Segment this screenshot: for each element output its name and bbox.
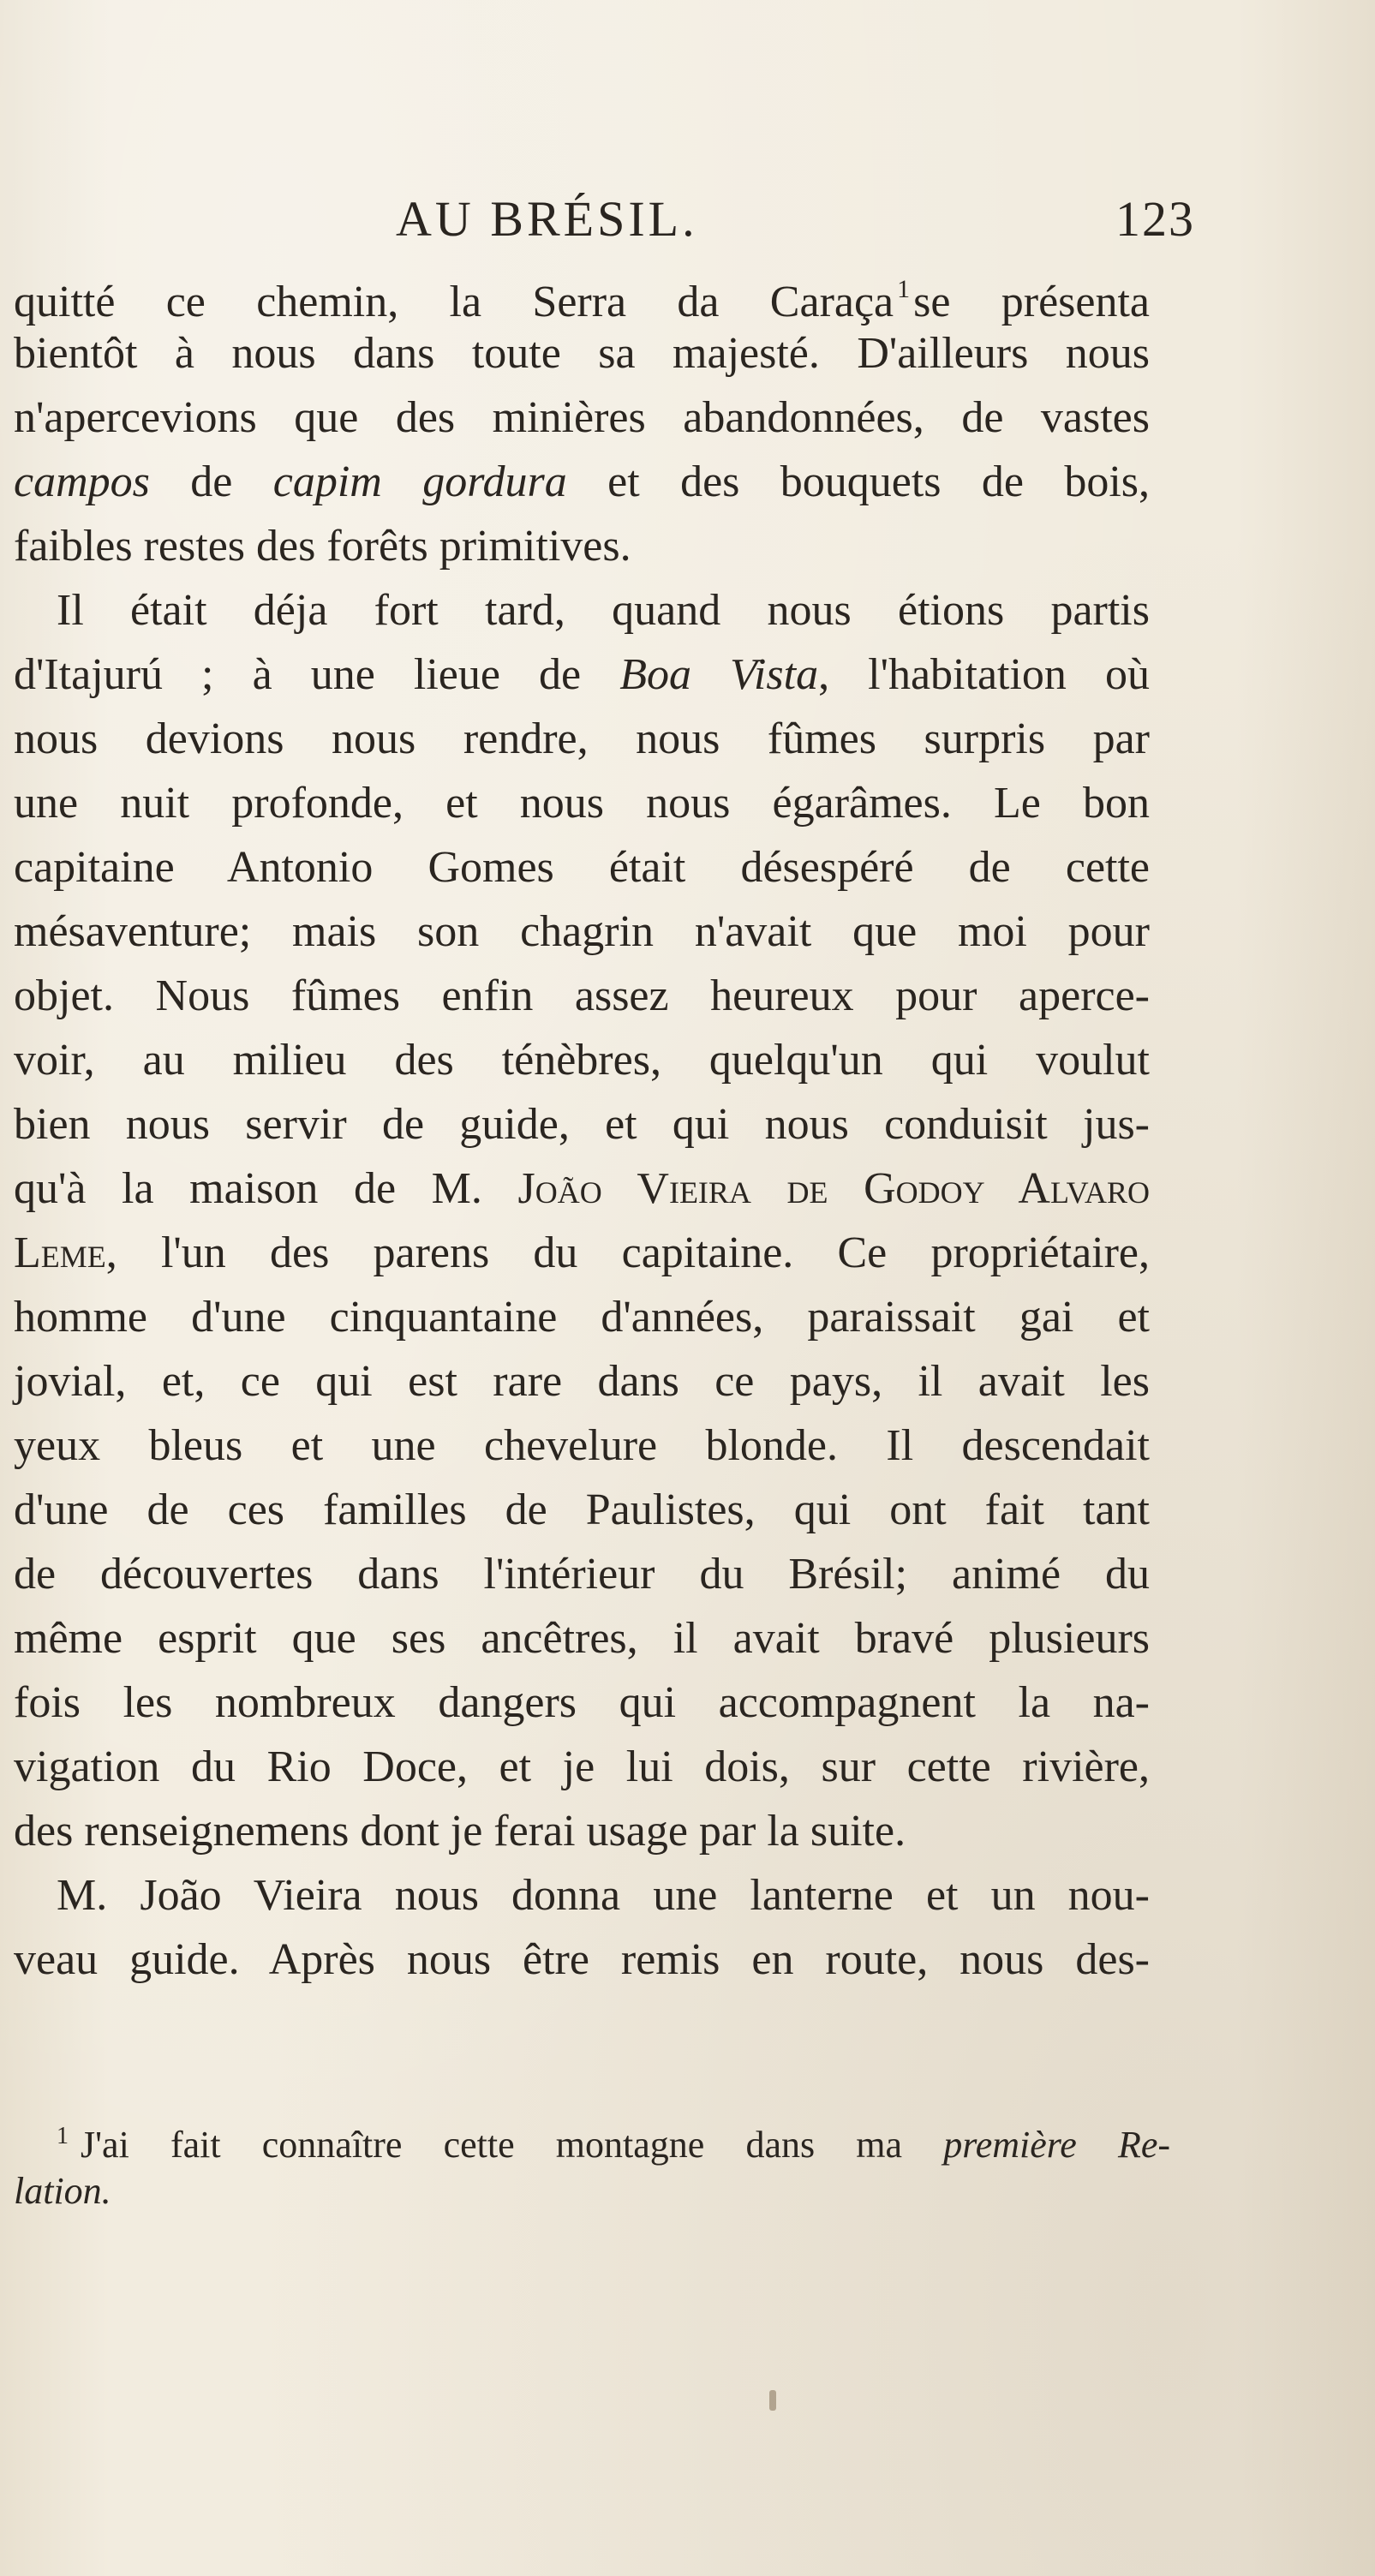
text-line-21: de découvertes dans l'intérieur du Brésil; animé du xyxy=(14,1550,1150,1599)
italic-place-name: Boa Vista xyxy=(619,650,819,699)
text-line-27: veau guide. Après nous être remis en route, nous des- xyxy=(14,1935,1150,1984)
text-line-15: qu'à la maison de M. João Vieira de Godoy Alvaro xyxy=(14,1164,1150,1213)
text-line-8: nous devions nous rendre, nous fûmes surpris par xyxy=(14,714,1150,763)
text-line-11: mésaventure; mais son chagrin n'avait que moi pour xyxy=(14,907,1150,956)
text-line-1: quitté ce chemin, la Serra da Caraça $^1$se présenta xyxy=(14,275,1151,326)
footnote-italic: première Re- xyxy=(943,2124,1171,2166)
text-line-3: n'apercevions que des minières abandonnées, de vastes xyxy=(14,393,1150,442)
body-text xyxy=(14,257,1150,1992)
text-line-5: faibles restes des forêts primitives. xyxy=(14,522,631,571)
page-header xyxy=(396,190,1195,250)
small-caps-name: João Vieira de Godoy Alvaro xyxy=(517,1164,1150,1213)
footnote-reference: 1 xyxy=(897,275,911,303)
text-line-19: yeux bleus et une chevelure blonde. Il descendait xyxy=(14,1421,1150,1470)
paragraph-start-line: Il était déja fort tard, quand nous étions partis xyxy=(57,586,1150,635)
running-head: AU BRÉSIL. xyxy=(396,191,698,247)
text-line-25: des renseignemens dont je ferai usage par la suite. xyxy=(14,1807,906,1856)
footnote xyxy=(14,2109,1170,2219)
text-line-23: fois les nombreux dangers qui accompagnent la na- xyxy=(14,1678,1150,1727)
page-number: 123 xyxy=(1115,191,1195,247)
footnote-marker: 1 xyxy=(57,2123,69,2149)
text-line-13: voir, au milieu des ténèbres, quelqu'un qui voulut xyxy=(14,1036,1150,1085)
text-line-16: Leme, l'un des parens du capitaine. Ce propriétaire, xyxy=(14,1228,1150,1277)
small-caps-name: Leme xyxy=(14,1228,106,1277)
text-line-7: d'Itajurú ; à une lieue de Boa Vista, l'habitation où xyxy=(14,650,1150,699)
text-line-18: jovial, et, ce qui est rare dans ce pays, il avait les xyxy=(14,1357,1150,1406)
italic-term: capim gordura xyxy=(272,457,567,506)
text-line-22: même esprit que ses ancêtres, il avait bravé plusieurs xyxy=(14,1614,1150,1663)
text-line-9: une nuit profonde, et nous nous égarâmes. Le bon xyxy=(14,779,1150,828)
paragraph-start-line: M. João Vieira nous donna une lanterne et un nou- xyxy=(57,1871,1150,1920)
italic-term: campos xyxy=(14,457,150,506)
paper-blemish xyxy=(769,2390,776,2411)
footnote-line-2: lation. xyxy=(14,2170,111,2212)
text-line-14: bien nous servir de guide, et qui nous conduisit jus- xyxy=(14,1100,1150,1149)
text-line-12: objet. Nous fûmes enfin assez heureux pour aperce- xyxy=(14,971,1150,1020)
text-line-20: d'une de ces familles de Paulistes, qui ont fait tant xyxy=(14,1485,1150,1534)
text-line-10: capitaine Antonio Gomes était désespéré de cette xyxy=(14,843,1150,892)
text-line-17: homme d'une cinquantaine d'années, paraissait gai et xyxy=(14,1293,1150,1342)
text-line-4: campos de capim gordura et des bouquets de bois, xyxy=(14,457,1151,506)
text-line-2: bientôt à nous dans toute sa majesté. D'ailleurs nous xyxy=(14,329,1150,378)
text-line-24: vigation du Rio Doce, et je lui dois, sur cette rivière, xyxy=(14,1742,1150,1791)
footnote-line-1: $^1$ J'ai fait connaître cette montagne dans ma première Re- xyxy=(57,2123,1171,2166)
